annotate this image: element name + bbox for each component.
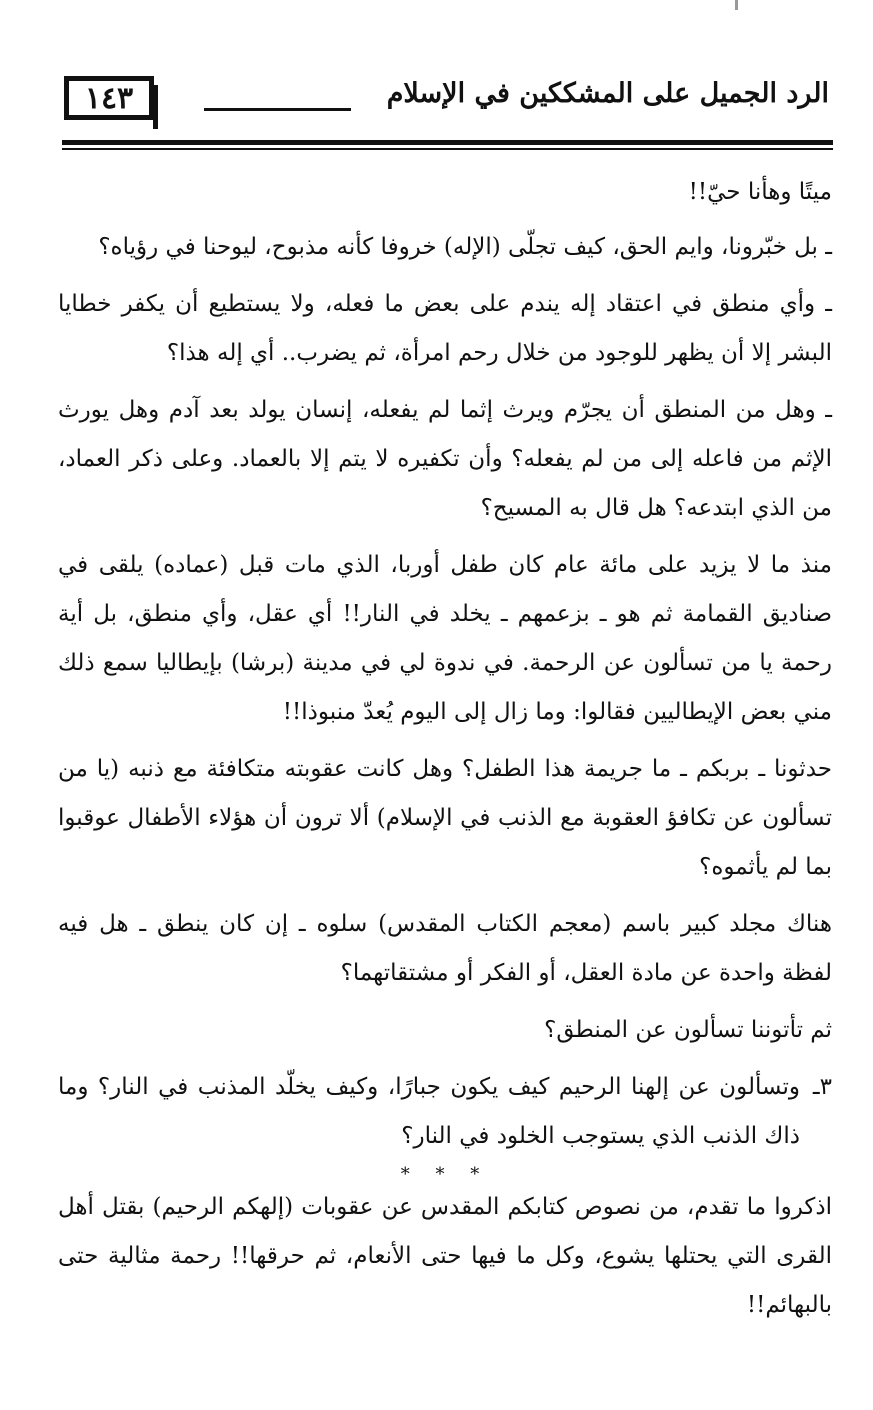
scan-mark [735,0,738,10]
section-separator: * * * [400,1164,490,1185]
closing-paragraph: اذكروا ما تقدم، من نصوص كتابكم المقدس عن عقوبات (إلهكم الرحيم) بقتل أهل القرى التي يحتلها يشوع، وكل ما فيها حتى الأنعام، ثم حرقها!! رحمة مثالية حتى بالبهائم!! [58,1194,832,1318]
page-body [58,168,832,1338]
paragraph-7: هناك مجلد كبير باسم (معجم الكتاب المقدس) سلوه ـ إن كان ينطق ـ هل فيه لفظة واحدة عن مادة العقل، أو الفكر أو مشتقاتهما؟ [58,911,832,986]
paragraph-5: منذ ما لا يزيد على مائة عام كان طفل أوربا، الذي مات قبل (عماده) يلقى في صناديق القمامة ثم هو ـ بزعمهم ـ يخلد في النار!! أي عقل، وأي منطق، بل أية رحمة يا من تسألون عن الرحمة. في ندوة لي في مدينة (برشا) بإيطاليا سمع ذلك مني بعض الإيطاليين فقالوا: وما زال إلى اليوم يُعدّ منبوذا!! [58,552,832,725]
header-dash-line [204,108,351,111]
header-rule-thick [62,140,833,145]
paragraph-2: ـ بل خبّرونا، وايم الحق، كيف تجلّى (الإله) خروفا كأنه مذبوح، ليوحنا في رؤياه؟ [98,234,832,260]
numbered-item-3 [58,1063,832,1161]
running-title: الرد الجميل على المشككين في الإسلام [386,78,829,109]
paragraph-4: ـ وهل من المنطق أن يجرّم ويرث إثما لم يفعله، إنسان يولد بعد آدم وهل يورث الإثم من فاعله إلى من لم يفعله؟ وأن تكفيره لا يتم إلا بالعماد. وعلى ذكر العماد، من الذي ابتدعه؟ هل قال به المسيح؟ [58,397,832,521]
item-text: وتسألون عن إلهنا الرحيم كيف يكون جبارًا، وكيف يخلّد المذنب في النار؟ وما ذاك الذنب الذي يستوجب الخلود في النار؟ [58,1074,800,1149]
header-rule-thin [62,148,833,150]
page-number: ١٤٣ [64,76,154,120]
paragraph-8: ثم تأتوننا تسألون عن المنطق؟ [544,1017,832,1043]
paragraph-6: حدثونا ـ بربكم ـ ما جريمة هذا الطفل؟ وهل كانت عقوبته متكافئة مع ذنبه (يا من تسألون عن تكافؤ العقوبة مع الذنب في الإسلام) ألا ترون أن هؤلاء الأطفال عوقبوا بما لم يأثموه؟ [58,756,832,880]
item-number: ٣ـ [812,1074,832,1100]
page-header [62,72,837,134]
paragraph-1: ميتًا وهأنا حيّ!! [688,179,832,205]
paragraph-3: ـ وأي منطق في اعتقاد إله يندم على بعض ما فعله، ولا يستطيع أن يكفر خطايا البشر إلا أن يظهر للوجود من خلال رحم امرأة، ثم يضرب.. أي إله هذا؟ [58,291,832,366]
